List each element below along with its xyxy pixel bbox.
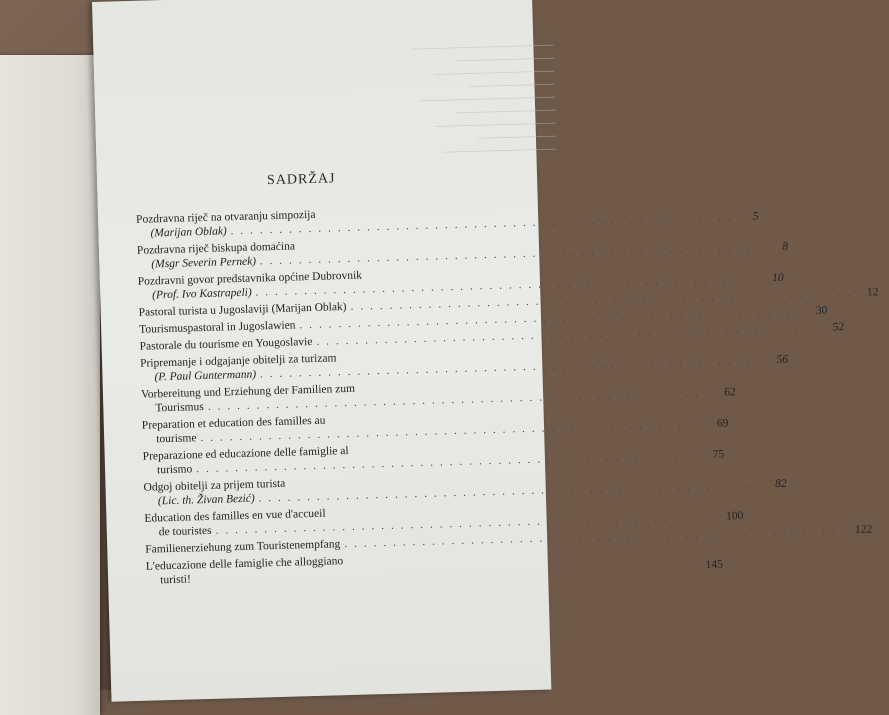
entry-title: Familienerziehung zum Touristenempfang bbox=[145, 538, 341, 556]
entry-author: (Msgr Severin Pernek) bbox=[151, 255, 257, 271]
page-number: 5 bbox=[752, 210, 759, 223]
entry-title: L'educazione delle famiglie che alloggiano bbox=[145, 555, 344, 573]
entry-title-continued: tourisme bbox=[156, 432, 197, 446]
toc-entry[interactable] bbox=[145, 550, 723, 587]
entry-title: Odgoj obitelji za prijem turista bbox=[143, 477, 286, 494]
page-number: 10 bbox=[771, 271, 784, 285]
entry-title: Tourismuspastoral in Jugoslawien bbox=[139, 319, 296, 336]
book-page bbox=[92, 0, 879, 702]
page-number: 82 bbox=[774, 477, 787, 491]
page-number: 30 bbox=[815, 304, 828, 317]
page-number: 75 bbox=[712, 448, 725, 461]
page-number: 145 bbox=[705, 558, 723, 572]
page-number: 56 bbox=[776, 353, 789, 367]
page-number: 100 bbox=[726, 510, 744, 523]
entry-title: Preparazione ed educazione delle famiglie al bbox=[142, 445, 349, 463]
page-number: 122 bbox=[854, 523, 873, 536]
entry-author: (P. Paul Guntermann) bbox=[154, 368, 257, 384]
entry-title: Pozdravna riječ biskupa domaćina bbox=[136, 240, 296, 257]
entry-author: (Marijan Oblak) bbox=[150, 225, 227, 240]
contents-heading: SADRŽAJ bbox=[266, 171, 336, 189]
table-of-contents bbox=[135, 203, 879, 590]
entry-title-continued: de touristes bbox=[158, 524, 212, 539]
entry-title: Preparation et education des familles au bbox=[141, 414, 326, 432]
entry-author: (Prof. Ivo Kastrapeli) bbox=[152, 286, 252, 302]
entry-title: Pripremanje i odgajanje obitelji za turizam bbox=[139, 352, 337, 370]
page-number: 8 bbox=[782, 240, 789, 253]
entry-title: Education des familles en vue d'accueil bbox=[144, 507, 326, 525]
bleed-through-text: ──────────────────── ────────────── ───────────────── ──────────── ─────────────────── ────────────── ───────────────── ─────────── ──────────────── bbox=[411, 40, 557, 159]
entry-title: Pastorale du tourisme en Yougoslavie bbox=[139, 335, 313, 353]
page-number: 69 bbox=[716, 417, 729, 430]
entry-title: Pozdravni govor predstavnika općine Dubrovnik bbox=[137, 269, 363, 288]
page-number: 12 bbox=[866, 286, 879, 299]
entry-title: Vorbereitung und Erziehung der Familien zum bbox=[140, 382, 356, 401]
page-number: 62 bbox=[724, 386, 736, 399]
entry-title: Pastoral turista u Jugoslaviji (Marijan Oblak) bbox=[138, 301, 347, 319]
entry-author: (Lic. th. Živan Bezić) bbox=[157, 492, 255, 508]
entry-title-continued: turisti! bbox=[160, 573, 192, 587]
entry-title-continued: turismo bbox=[156, 463, 193, 477]
page-number: 52 bbox=[832, 321, 845, 334]
entry-title: Pozdravna riječ na otvaranju simpozija bbox=[135, 208, 316, 226]
left-facing-page bbox=[0, 55, 100, 715]
entry-title-continued: Tourismus bbox=[155, 401, 204, 415]
